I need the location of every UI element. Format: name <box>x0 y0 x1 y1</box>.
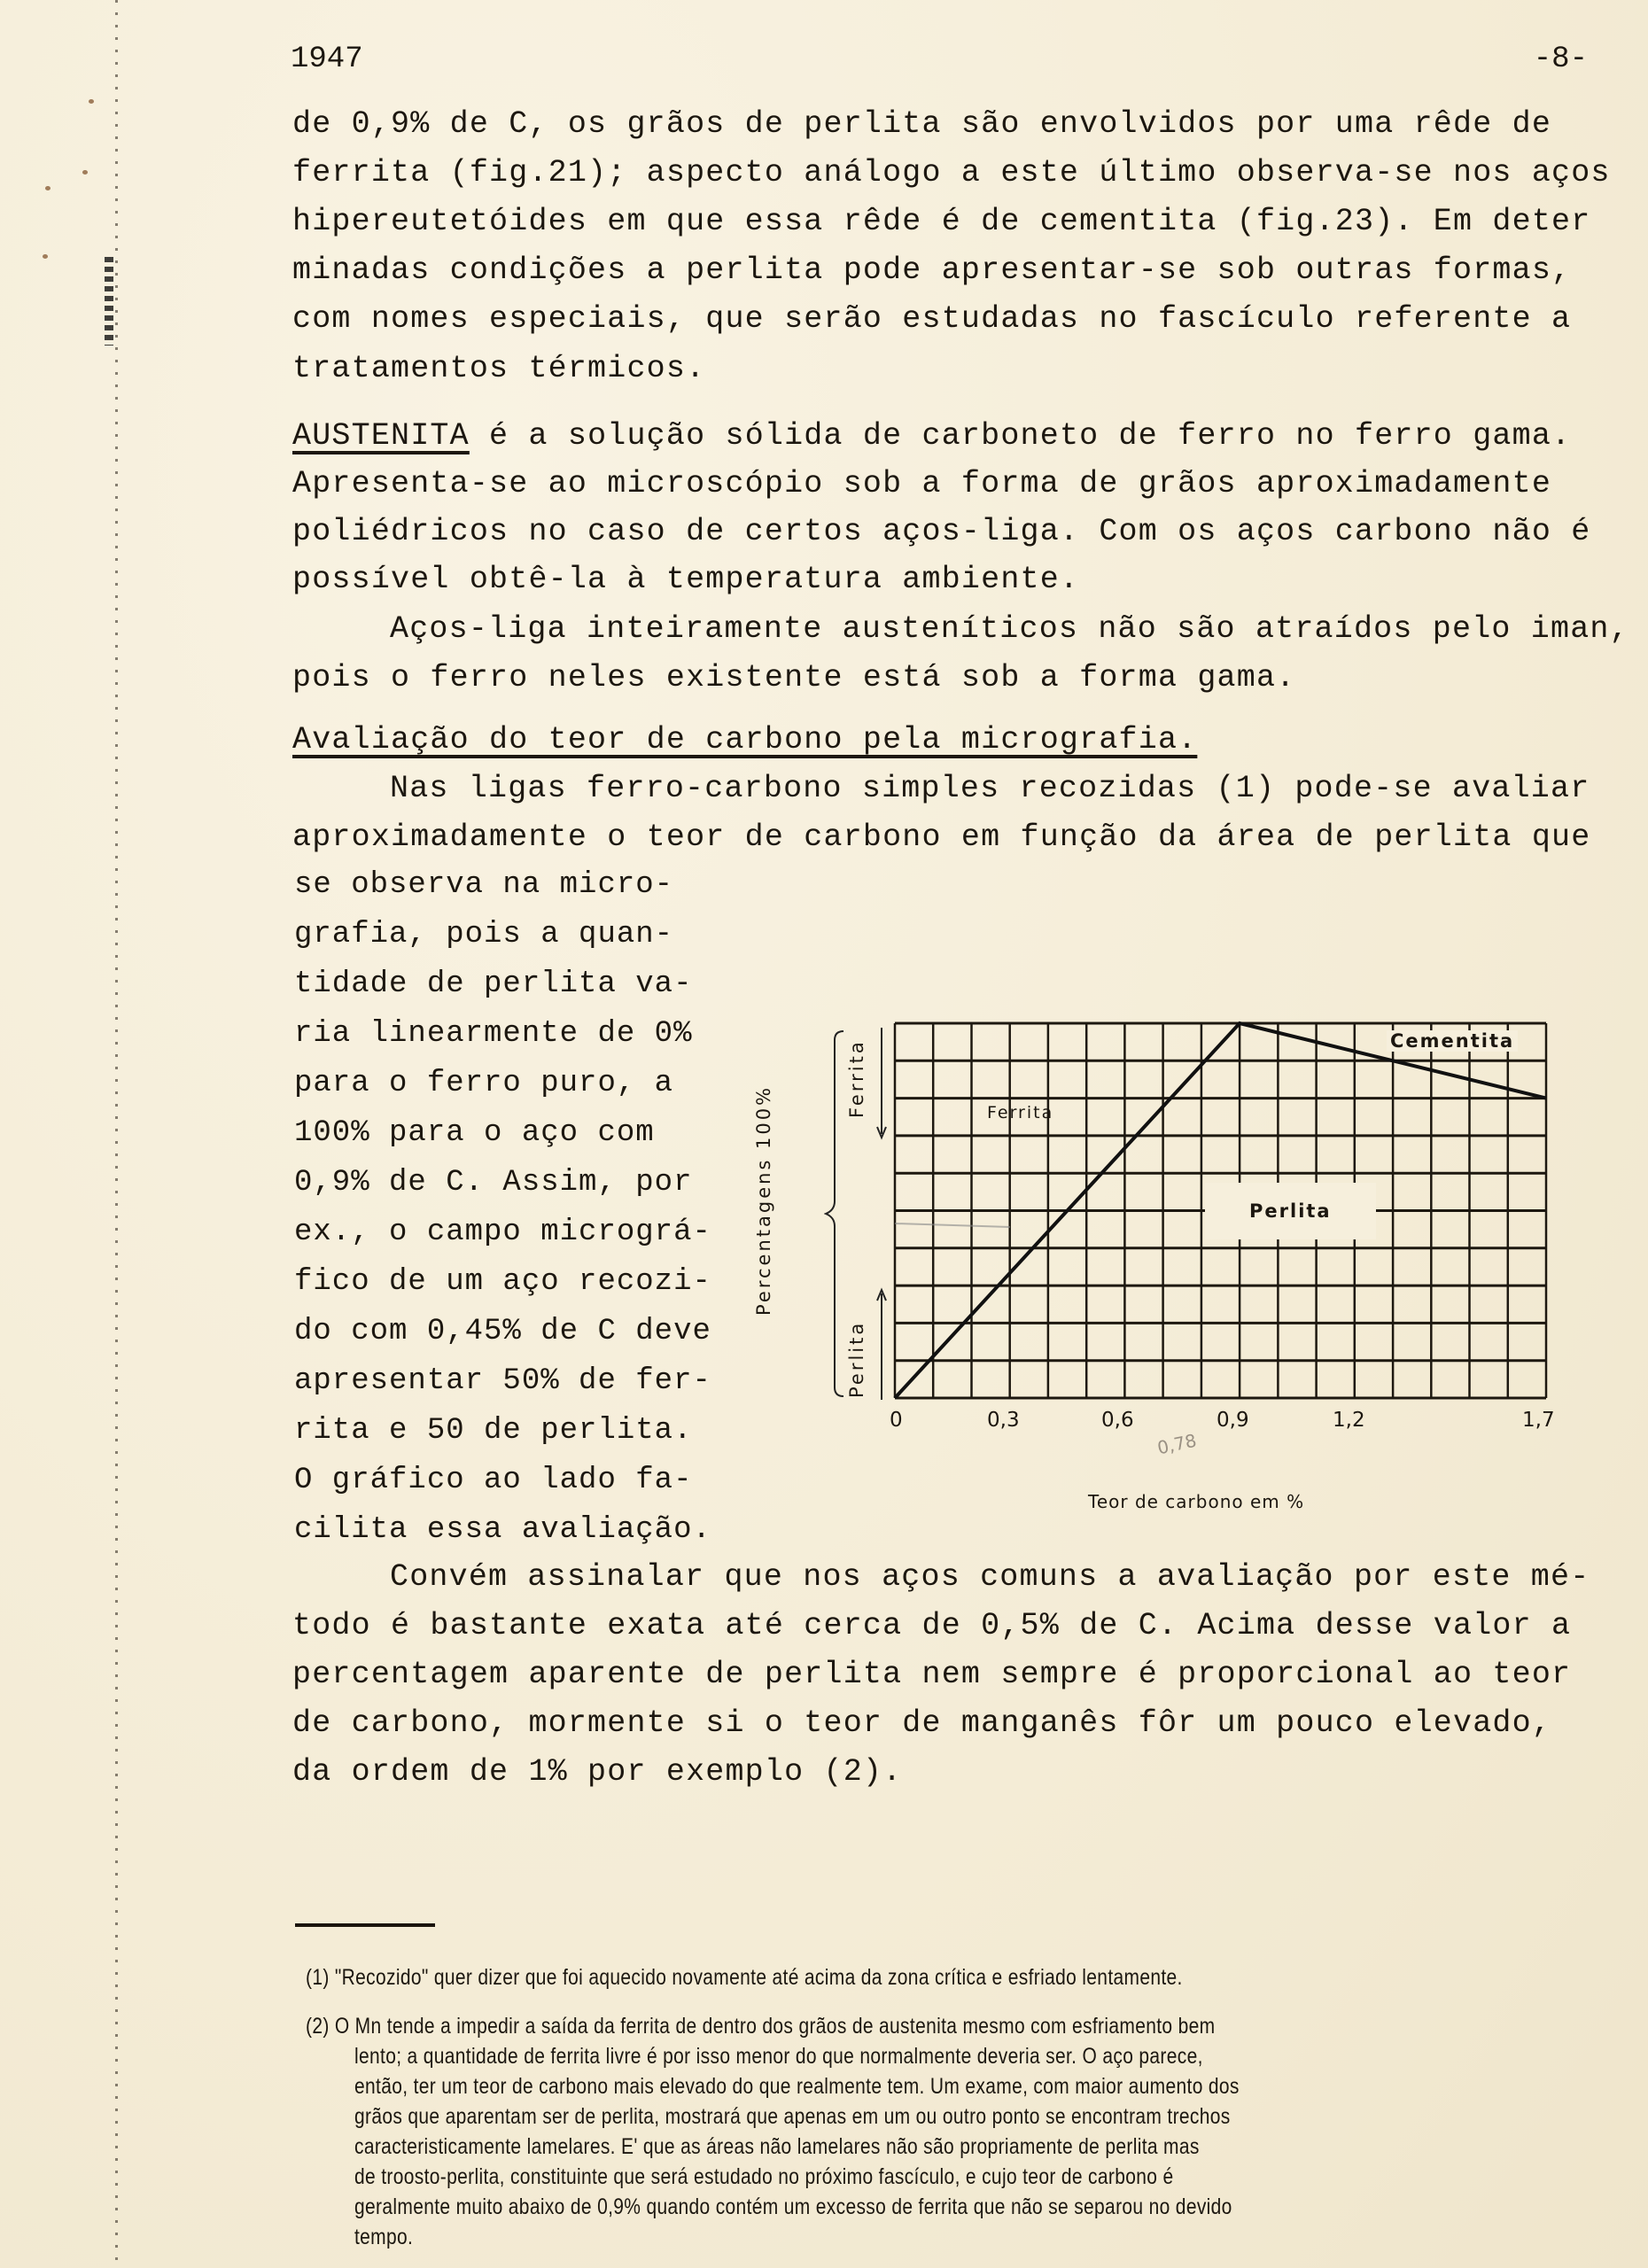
page-number: -8- <box>1533 43 1588 76</box>
footnote-2: (2) O Mn tende a impedir a saída da ferrita de dentro dos grãos de austenita mesmo com esfriamento bem <box>306 2014 1216 2039</box>
text-line: possível obtê-la à temperatura ambiente. <box>292 562 1080 597</box>
text-line: fico de um aço recozi- <box>294 1265 711 1299</box>
paper-speck <box>82 170 88 175</box>
text-line: tratamentos térmicos. <box>292 351 706 386</box>
x-tick: 0 <box>890 1409 903 1432</box>
region-label-cementita: Cementita <box>1387 1030 1518 1052</box>
footnote-2-line: lento; a quantidade de ferrita livre é por isso menor do que normalmente deveria ser. O aço parece, <box>354 2044 1203 2069</box>
binding-margin-line <box>115 0 118 2268</box>
y-axis-label: Percentagens 100% <box>753 1084 774 1316</box>
binding-ink-marks <box>105 257 113 346</box>
text-line: do com 0,45% de C deve <box>294 1315 711 1348</box>
region-label-perlita: Perlita <box>1205 1183 1376 1239</box>
y-side-label-ferrita: Ferrita <box>846 1039 867 1118</box>
text-line: aproximadamente o teor de carbono em função da área de perlita que <box>292 819 1591 855</box>
text-line: Aços-liga inteiramente austeníticos não são atraídos pelo iman, <box>390 611 1629 647</box>
x-tick: 0,3 <box>987 1409 1020 1432</box>
footnote-2-line: então, ter um teor de carbono mais elevado do que realmente tem. Um exame, com maior aumento dos <box>354 2074 1240 2099</box>
y-side-label-perlita: Perlita <box>846 1320 867 1398</box>
text-line: poliédricos no caso de certos aços-liga. Com os aços carbono não é <box>292 514 1591 549</box>
paper-speck <box>45 186 51 190</box>
footnote-separator <box>295 1923 435 1927</box>
footnote-2-line: caracteristicamente lamelares. E' que as áreas não lamelares não são propriamente de perlita mas <box>354 2134 1200 2159</box>
text-line: todo é bastante exata até cerca de 0,5% de C. Acima desse valor a <box>292 1608 1572 1643</box>
term-austenita: AUSTENITA <box>292 418 470 454</box>
text-line: ferrita (fig.21); aspecto análogo a este último observa-se nos aços <box>292 155 1611 190</box>
paper-speck <box>89 99 94 104</box>
text-line: hipereutetóides em que essa rêde é de cementita (fig.23). Em deter <box>292 204 1591 239</box>
text-line: de carbono, mormente si o teor de manganês fôr um pouco elevado, <box>292 1705 1552 1741</box>
text-line: tidade de perlita va- <box>294 967 693 1001</box>
region-label-ferrita: Ferrita <box>987 1103 1054 1122</box>
footnote-2-line: geralmente muito abaixo de 0,9% quando contém um excesso de ferrita que não se separou no devido <box>354 2194 1232 2219</box>
footnote-2-line: grãos que aparentam ser de perlita, mostrará que apenas em um ou outro ponto se encontram trechos <box>354 2104 1231 2129</box>
text-line: cilita essa avaliação. <box>294 1513 711 1547</box>
x-tick: 0,6 <box>1101 1409 1134 1432</box>
text-line: ex., o campo micrográ- <box>294 1216 711 1249</box>
text-line: com nomes especiais, que serão estudadas no fascículo referente a <box>292 301 1572 337</box>
footnote-2-line: tempo. <box>354 2225 414 2249</box>
text-line: rita e 50 de perlita. <box>294 1414 693 1448</box>
text-line: grafia, pois a quan- <box>294 918 674 951</box>
chart-plot-area <box>895 1023 1546 1398</box>
text-line: Convém assinalar que nos aços comuns a avaliação por este mé- <box>390 1559 1590 1595</box>
x-axis-label: Teor de carbono em % <box>1088 1491 1305 1512</box>
text-line: AUSTENITA é a solução sólida de carboneto de ferro no ferro gama. <box>292 418 1572 454</box>
footnote-1: (1) "Recozido" quer dizer que foi aquecido novamente até acima da zona crítica e esfriado lentamente. <box>306 1965 1183 1990</box>
y-side-arrows <box>873 1028 890 1400</box>
text-line: ria linearmente de 0% <box>294 1017 693 1051</box>
text-line: 100% para o aço com <box>294 1116 655 1150</box>
text-line: pois o ferro neles existente está sob a forma gama. <box>292 660 1296 695</box>
text-line: Nas ligas ferro-carbono simples recozidas (1) pode-se avaliar <box>390 771 1590 806</box>
year: 1947 <box>291 43 363 76</box>
text-line: para o ferro puro, a <box>294 1067 674 1100</box>
x-tick: 0,9 <box>1217 1409 1249 1432</box>
footnote-2-line: de troosto-perlita, constituinte que será estudado no próximo fascículo, e cujo teor de carbono é <box>354 2164 1174 2189</box>
text-line: se observa na micro- <box>294 868 674 902</box>
section-heading: Avaliação do teor de carbono pela micrografia. <box>292 722 1198 757</box>
text-line: minadas condições a perlita pode apresentar-se sob outras formas, <box>292 252 1572 288</box>
handwritten-annotation: 0,78 <box>1154 1429 1199 1459</box>
text-line: Apresenta-se ao microscópio sob a forma de grãos aproximadamente <box>292 466 1552 501</box>
text-line: percentagem aparente de perlita nem sempre é proporcional ao teor <box>292 1657 1572 1692</box>
paper-speck <box>43 254 48 259</box>
x-tick: 1,7 <box>1522 1409 1555 1432</box>
text-line: O gráfico ao lado fa- <box>294 1464 693 1497</box>
x-tick: 1,2 <box>1333 1409 1365 1432</box>
text-line: 0,9% de C. Assim, por <box>294 1166 693 1200</box>
text-line: da ordem de 1% por exemplo (2). <box>292 1754 903 1790</box>
text-line: apresentar 50% de fer- <box>294 1364 711 1398</box>
text-line: de 0,9% de C, os grãos de perlita são envolvidos por uma rêde de <box>292 106 1552 142</box>
